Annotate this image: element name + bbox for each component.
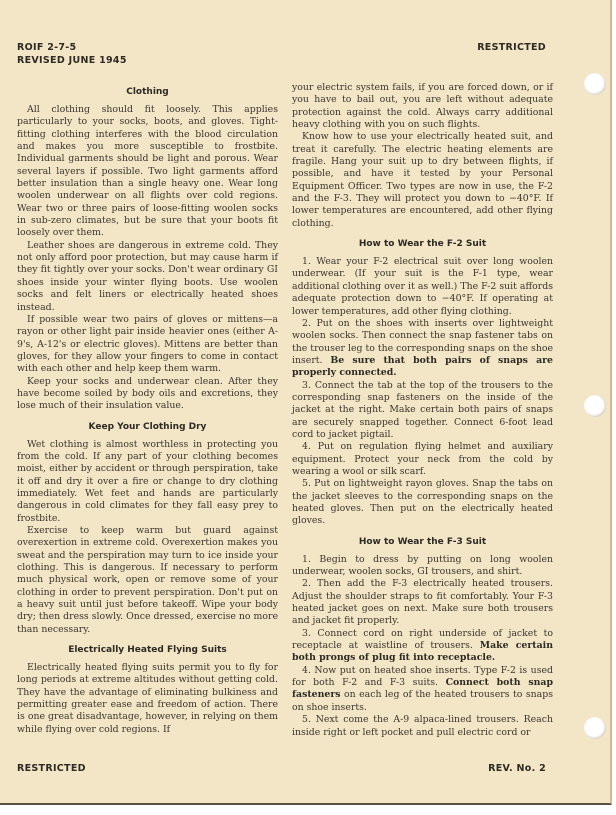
- step-item: 1. Wear your F-2 electrical suit over long woolen underwear. (If your suit is the F-1 type, wear additional clothing over it as well.) The F-2 suit affords adequate protection down to −40°F. If operating at lower temperatures, add other flying clothing.: [292, 256, 553, 317]
- binder-hole-icon: [584, 395, 606, 417]
- section-heading-clothing: Clothing: [126, 87, 169, 97]
- paragraph: Exercise to keep warm but guard against overexertion in extreme cold. Overexertion makes you sweat and the perspiration may turn to ice inside your clothing. This is dangerous. If necessary to perform much physical work, open or remove some of your clothing in order to prevent perspiration. Don't put on a heavy suit until just before takeoff. Wipe your body dry; then dress slowly. Once dressed, exercise no more than necessary.: [17, 525, 278, 635]
- emphasis-text: Make certain both prongs of plug fit into receptacle.: [292, 640, 553, 664]
- right-column: [292, 82, 553, 739]
- step-item: 5. Next come the A-9 alpaca-lined trousers. Reach inside right or left pocket and pull electric cord or: [292, 714, 553, 738]
- step-item: 4. Now put on heated shoe inserts. Type F-2 is used for both F-2 and F-3 suits. Connect both snap fasteners on each leg of the heated trousers to snaps on shoe inserts.: [292, 664, 553, 713]
- footer-revision: REV. No. 2: [488, 763, 546, 774]
- binder-hole-icon: [584, 73, 606, 95]
- paragraph: All clothing should fit loosely. This applies particularly to your socks, boots, and gloves. Tight-fitting clothing interferes with the blood circulation and makes you more susceptible to frostbite. Individual garments should be light and porous. Wear several layers if possible. Two light garments afford better insulation than a single heavy one. Wear long woolen underwear on all flights over cold regions. Wear two or three pairs of loose-fitting woolen socks in sub-zero climates, but be sure that your boots fit loosely over them.: [17, 104, 278, 239]
- emphasis-text: Be sure that both pairs of snaps are properly connected.: [292, 354, 553, 379]
- step-item: 3. Connect cord on right underside of jacket to receptacle at waistline of trousers. Make certain both prongs of plug fit into receptacle.: [292, 627, 553, 664]
- step-item: 3. Connect the tab at the top of the trousers to the corresponding snap fasteners on the inside of the jacket at the right. Make certain both pairs of snaps are securely snapped together. Connect 6-foot lead cord to jacket pigtail.: [292, 379, 553, 440]
- step-item: 2. Then add the F-3 electrically heated trousers. Adjust the shoulder straps to fit comfortably. Your F-3 heated jacket goes on next. Make sure both trousers and jacket fit properly.: [292, 578, 553, 627]
- emphasis-text: Connect both snap fasteners: [292, 677, 553, 701]
- paragraph: If possible wear two pairs of gloves or mittens—a rayon or other light pair inside heavier ones (either A-9's, A-12's or electric gloves). Mittens are better than gloves, for they allow your fingers to come in contact with each other and help keep them warm.: [17, 313, 278, 375]
- page-header-left: [17, 41, 127, 67]
- step-item: 4. Put on regulation flying helmet and auxiliary equipment. Protect your neck from the cold by wearing a wool or silk scarf.: [292, 441, 553, 477]
- step-item: 5. Put on lightweight rayon gloves. Snap the tabs on the jacket sleeves to the corresponding snaps on the heated gloves. Then put on the electrically heated gloves.: [292, 478, 553, 527]
- paragraph: Know how to use your electrically heated suit, and treat it carefully. The electric heating elements are fragile. Hang your suit up to dry between flights, if possible, and have it tested by your Personal Equipment Officer. Two types are now in use, the F-2 and the F-3. They will protect you down to −40°F. If lower temperatures are encountered, add other flying clothing.: [292, 131, 553, 229]
- revision-date: REVISED JUNE 1945: [17, 55, 127, 66]
- paragraph: Keep your socks and underwear clean. After they have become soiled by body oils and excretions, they lose much of their insulation value.: [17, 375, 278, 412]
- section-heading-f2-suit: How to Wear the F-2 Suit: [358, 239, 487, 250]
- section-heading-keep-dry: Keep Your Clothing Dry: [88, 421, 207, 432]
- binder-hole-icon: [584, 717, 606, 739]
- header-classification: RESTRICTED: [477, 42, 546, 53]
- footer-classification: RESTRICTED: [17, 763, 86, 774]
- step-item: 1. Begin to dress by putting on long woolen underwear, woolen socks, GI trousers, and shirt.: [292, 553, 553, 578]
- paragraph: Leather shoes are dangerous in extreme cold. They not only afford poor protection, but may cause harm if they fit tightly over your socks. Don't wear ordinary GI shoes inside your winter flying boots. Use woolen socks and felt liners or electrically heated shoes instead.: [17, 239, 278, 313]
- document-id: ROIF 2-7-5: [17, 42, 77, 53]
- section-heading-heated-suits: Electrically Heated Flying Suits: [68, 645, 227, 656]
- section-heading-f3-suit: How to Wear the F-3 Suit: [358, 536, 487, 547]
- step-item: 2. Put on the shoes with inserts over lightweight woolen socks. Then connect the snap fastener tabs on the trouser leg to the corresponding snaps on the shoe insert. Be sure that both pairs of snaps are properly connected.: [292, 317, 553, 379]
- left-column: [17, 82, 278, 736]
- paragraph: Wet clothing is almost worthless in protecting you from the cold. If any part of your clothing becomes moist, either by accident or through perspiration, take it off and dry it over a fire or change to dry clothing immediately. Wet feet and hands are particularly dangerous in cold climates for they fall easy prey to frostbite.: [17, 438, 278, 524]
- paragraph: Electrically heated flying suits permit you to fly for long periods at extreme altitudes without getting cold. They have the advantage of eliminating bulkiness and permitting greater ease and freedom of action. There is one great disadvantage, however, in relying on them while flying over cold regions. If: [17, 662, 278, 735]
- paragraph-continued: your electric system fails, if you are forced down, or if you have to bail out, you are left without adequate protection against the cold. Always carry additional heavy clothing with you on such flights.: [292, 82, 553, 131]
